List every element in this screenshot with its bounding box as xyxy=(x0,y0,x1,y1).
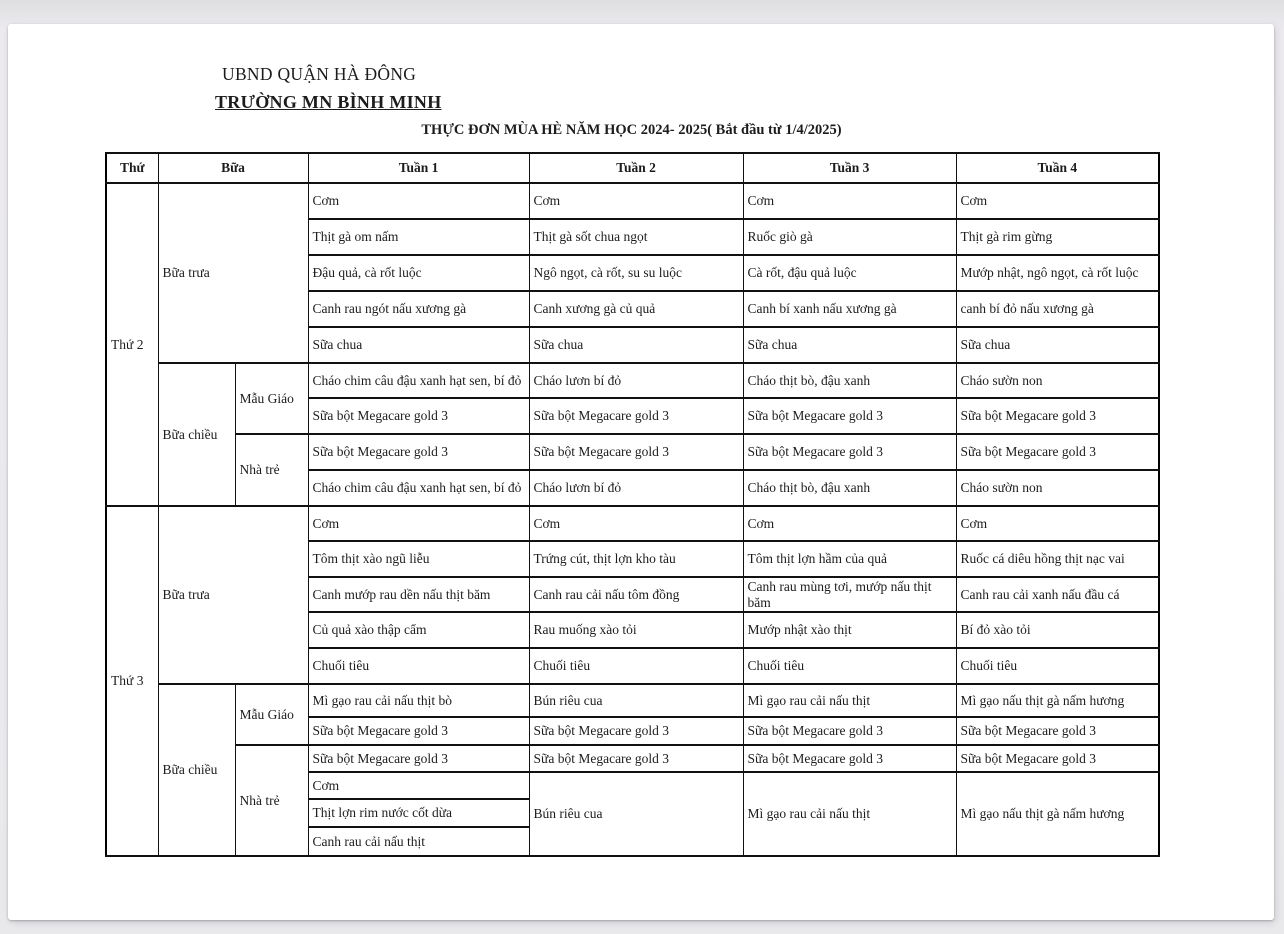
menu-item-cell: Sữa chua xyxy=(956,327,1159,363)
table-row xyxy=(106,363,1159,398)
day-cell: Thứ 2 xyxy=(106,183,158,506)
menu-item-cell: Tôm thịt xào ngũ liễu xyxy=(308,541,529,577)
menu-item-cell: Chuối tiêu xyxy=(308,648,529,684)
menu-item-cell: Cơm xyxy=(529,506,743,541)
menu-item-cell: Cháo thịt bò, đậu xanh xyxy=(743,470,956,506)
menu-item-cell: Sữa bột Megacare gold 3 xyxy=(529,717,743,745)
menu-item-cell: Cháo sườn non xyxy=(956,470,1159,506)
meal-cell-lunch: Bữa trưa xyxy=(158,506,308,684)
menu-item-cell: Bún riêu cua xyxy=(529,684,743,717)
org-line-2: TRƯỜNG MN BÌNH MINH xyxy=(215,92,442,112)
menu-item-cell: Chuối tiêu xyxy=(743,648,956,684)
meal-cell-lunch: Bữa trưa xyxy=(158,183,308,363)
menu-item-cell: Cà rốt, đậu quả luộc xyxy=(743,255,956,291)
menu-item-cell: Cháo lươn bí đỏ xyxy=(529,470,743,506)
menu-item-cell: Sữa bột Megacare gold 3 xyxy=(956,398,1159,434)
meal-cell-afternoon: Bữa chiều xyxy=(158,363,235,506)
menu-item-cell: Sữa bột Megacare gold 3 xyxy=(308,434,529,470)
group-cell-mau-giao: Mẫu Giáo xyxy=(235,684,308,745)
menu-item-cell: Sữa bột Megacare gold 3 xyxy=(529,398,743,434)
menu-item-cell: Thịt gà sốt chua ngọt xyxy=(529,219,743,255)
header-cell-thu: Thứ xyxy=(106,153,158,183)
menu-item-cell: Canh mướp rau dền nấu thịt băm xyxy=(308,577,529,612)
menu-item-cell: Sữa bột Megacare gold 3 xyxy=(529,745,743,772)
menu-item-cell: Sữa bột Megacare gold 3 xyxy=(308,745,529,772)
menu-table xyxy=(105,152,1160,857)
menu-item-cell: Ngô ngọt, cà rốt, su su luộc xyxy=(529,255,743,291)
table-row xyxy=(106,745,1159,772)
table-row xyxy=(106,183,1159,219)
menu-item-cell: Sữa chua xyxy=(308,327,529,363)
header-cell-bua: Bữa xyxy=(158,153,308,183)
menu-item-cell: Cơm xyxy=(743,506,956,541)
menu-item-cell: Cháo chim câu đậu xanh hạt sen, bí đỏ xyxy=(308,363,529,398)
group-cell-nha-tre: Nhà trẻ xyxy=(235,434,308,506)
menu-item-cell: Canh rau cải xanh nấu đầu cá xyxy=(956,577,1159,612)
menu-item-cell: Chuối tiêu xyxy=(529,648,743,684)
menu-item-cell: Sữa chua xyxy=(743,327,956,363)
menu-item-cell: Trứng cút, thịt lợn kho tàu xyxy=(529,541,743,577)
menu-item-cell: Chuối tiêu xyxy=(956,648,1159,684)
menu-item-cell: Canh xương gà củ quả xyxy=(529,291,743,327)
menu-item-cell: Ruốc giò gà xyxy=(743,219,956,255)
menu-item-cell: Sữa bột Megacare gold 3 xyxy=(956,717,1159,745)
menu-item-cell: Sữa bột Megacare gold 3 xyxy=(956,434,1159,470)
menu-item-cell: Mướp nhật xào thịt xyxy=(743,612,956,648)
menu-item-cell: Ruốc cá diêu hồng thịt nạc vai xyxy=(956,541,1159,577)
menu-item-cell: Cháo lươn bí đỏ xyxy=(529,363,743,398)
menu-item-cell: Canh rau mùng tơi, mướp nấu thịt băm xyxy=(743,577,956,612)
menu-item-cell: Bí đỏ xào tỏi xyxy=(956,612,1159,648)
menu-title: THỰC ĐƠN MÙA HÈ NĂM HỌC 2024- 2025( Bắt đầu từ 1/4/2025) xyxy=(421,122,842,138)
menu-item-cell: Sữa bột Megacare gold 3 xyxy=(743,717,956,745)
menu-item-cell: Sữa bột Megacare gold 3 xyxy=(743,434,956,470)
menu-item-cell: Cơm xyxy=(308,183,529,219)
table-header-row xyxy=(106,153,1159,183)
menu-item-cell: Mì gạo rau cải nấu thịt bò xyxy=(308,684,529,717)
menu-item-cell: canh bí đỏ nấu xương gà xyxy=(956,291,1159,327)
menu-item-cell: Mì gạo rau cải nấu thịt xyxy=(743,684,956,717)
header-cell-tuan2: Tuần 2 xyxy=(529,153,743,183)
menu-item-cell: Sữa bột Megacare gold 3 xyxy=(308,717,529,745)
menu-item-cell: Thịt gà om nấm xyxy=(308,219,529,255)
menu-item-cell: Bún riêu cua xyxy=(529,772,743,856)
header-cell-tuan1: Tuần 1 xyxy=(308,153,529,183)
menu-item-cell: Canh rau ngót nấu xương gà xyxy=(308,291,529,327)
document-page xyxy=(8,24,1274,920)
menu-item-cell: Sữa bột Megacare gold 3 xyxy=(743,398,956,434)
menu-item-cell: Sữa chua xyxy=(529,327,743,363)
menu-item-cell: Thịt gà rim gừng xyxy=(956,219,1159,255)
menu-item-cell: Canh rau cải nấu tôm đồng xyxy=(529,577,743,612)
header-cell-tuan4: Tuần 4 xyxy=(956,153,1159,183)
menu-item-cell: Mì gạo nấu thịt gà nấm hương xyxy=(956,772,1159,856)
org-line-1: UBND QUẬN HÀ ĐÔNG xyxy=(222,64,417,84)
menu-item-cell: Củ quả xào thập cẩm xyxy=(308,612,529,648)
group-cell-nha-tre: Nhà trẻ xyxy=(235,745,308,856)
menu-item-cell: Cơm xyxy=(956,183,1159,219)
day-cell: Thứ 3 xyxy=(106,506,158,856)
menu-item-cell: Cơm xyxy=(956,506,1159,541)
table-row xyxy=(106,434,1159,470)
menu-item-cell: Cháo sườn non xyxy=(956,363,1159,398)
menu-item-cell: Sữa bột Megacare gold 3 xyxy=(743,745,956,772)
menu-item-cell: Sữa bột Megacare gold 3 xyxy=(529,434,743,470)
menu-item-cell: Đậu quả, cà rốt luộc xyxy=(308,255,529,291)
menu-item-cell: Cơm xyxy=(743,183,956,219)
table-row xyxy=(106,506,1159,541)
header-cell-tuan3: Tuần 3 xyxy=(743,153,956,183)
menu-item-cell: Cháo thịt bò, đậu xanh xyxy=(743,363,956,398)
menu-item-cell: Rau muống xào tỏi xyxy=(529,612,743,648)
menu-item-cell: Canh rau cải nấu thịt xyxy=(308,827,529,856)
group-cell-mau-giao: Mẫu Giáo xyxy=(235,363,308,434)
menu-item-cell: Sữa bột Megacare gold 3 xyxy=(308,398,529,434)
menu-item-cell: Mì gạo rau cải nấu thịt xyxy=(743,772,956,856)
menu-item-cell: Mướp nhật, ngô ngọt, cà rốt luộc xyxy=(956,255,1159,291)
menu-item-cell: Cháo chim câu đậu xanh hạt sen, bí đỏ xyxy=(308,470,529,506)
title-row xyxy=(105,121,1158,139)
menu-item-cell: Mì gạo nấu thịt gà nấm hương xyxy=(956,684,1159,717)
menu-item-cell: Sữa bột Megacare gold 3 xyxy=(956,745,1159,772)
menu-item-cell: Cơm xyxy=(308,506,529,541)
menu-item-cell: Thịt lợn rim nước cốt dừa xyxy=(308,799,529,827)
table-row xyxy=(106,684,1159,717)
menu-item-cell: Cơm xyxy=(529,183,743,219)
menu-item-cell: Canh bí xanh nấu xương gà xyxy=(743,291,956,327)
menu-item-cell: Tôm thịt lợn hầm của quả xyxy=(743,541,956,577)
menu-item-cell: Cơm xyxy=(308,772,529,799)
meal-cell-afternoon: Bữa chiều xyxy=(158,684,235,856)
